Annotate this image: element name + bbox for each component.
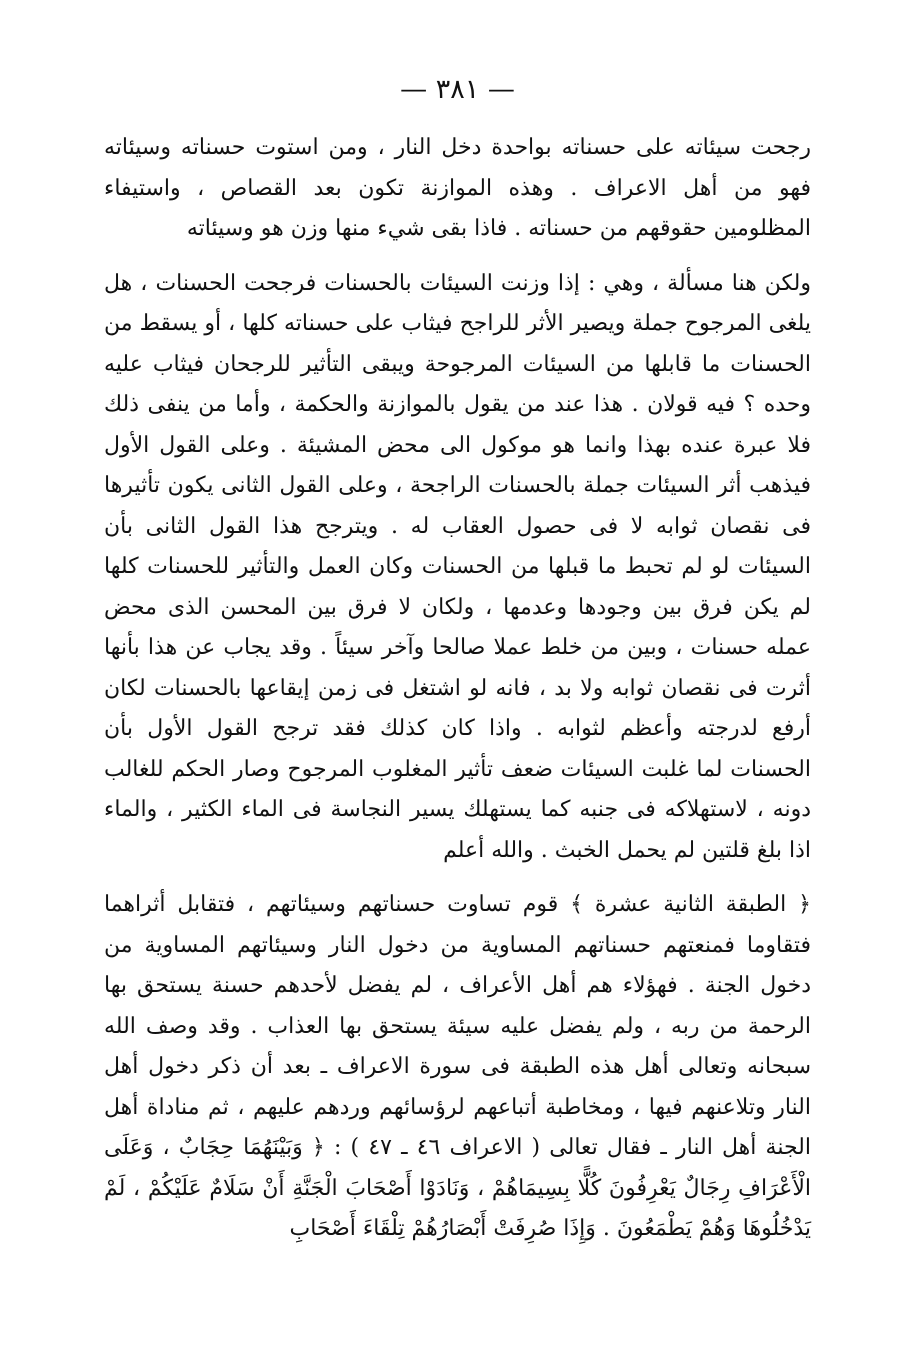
- paragraph-1: رجحت سيئاته على حسناته بواحدة دخل النار ، ومن استوت حسناته وسيئاته فهو من أهل الاعراف . وهذه الموازنة تكون بعد القصاص ، واستيفاء المظلومين حقوقهم من حسناته . فاذا بقى شيء منها وزن هو وسيئاته: [104, 135, 811, 241]
- page-number: — ٣٨١ —: [400, 74, 515, 105]
- paragraph-2: ولكن هنا مسألة ، وهي : إذا وزنت السيئات بالحسنات فرجحت الحسنات ، هل يلغى المرجوح جملة ويصير الأثر للراجح فيثاب على حسناته كلها ، أو يسقط من الحسنات ما قابلها من السيئات المرجوحة ويبقى التأثير للرجحان فيثاب عليه وحده ؟ فيه قولان . هذا عند من يقول بالموازنة والحكمة ، وأما من ينفى ذلك فلا عبرة عنده بهذا وانما هو موكول الى محض المشيئة . وعلى القول الأول فيذهب أثر السيئات جملة بالحسنات الراجحة ، وعلى القول الثانى يكون تأثيرها فى نقصان ثوابه لا فى حصول العقاب له . ويترجح هذا القول الثانى بأن السيئات لو لم تحبط ما قبلها من الحسنات وكان العمل والتأثير للحسنات كلها لم يكن فرق بين وجودها وعدمها ، ولكان لا فرق بين المحسن الذى محض عمله حسنات ، وبين من خلط عملا صالحا وآخر سيئاً . وقد يجاب عن هذا بأنها أثرت فى نقصان ثوابه ولا بد ، فانه لو اشتغل فى زمن إيقاعها بالحسنات لكان أرفع لدرجته وأعظم لثوابه . واذا كان كذلك فقد ترجح القول الأول بأن الحسنات لما غلبت السيئات ضعف تأثير المغلوب المرجوح وصار الحكم للغالب دونه ، لاستهلاكه فى جنبه كما يستهلك يسير النجاسة فى الماء الكثير ، والماء اذا بلغ قلتين لم يحمل الخبث . والله أعلم: [104, 270, 812, 863]
- paragraph-3: ﴿ الطبقة الثانية عشرة ﴾ قوم تساوت حسناتهم وسيئاتهم ، فتقابل أثراهما فتقاوما فمنعتهم حسناتهم المساوية من دخول النار وسيئاتهم المساوية من دخول الجنة . فهؤلاء هم أهل الأعراف ، لم يفضل لأحدهم حسنة يستحق بها الرحمة من ربه ، ولم يفضل عليه سيئة يستحق بها العذاب . وقد وصف الله سبحانه وتعالى أهل هذه الطبقة فى سورة الاعراف ـ بعد أن ذكر دخول أهل النار وتلاعنهم فيها ، ومخاطبة أتباعهم لرؤسائهم وردهم عليهم ، ثم مناداة أهل الجنة أهل النار ـ فقال تعالى ( الاعراف ٤٦ ـ ٤٧ ) : ﴿ وَبَيْنَهُمَا حِجَابٌ ، وَعَلَى الْأَعْرَافِ رِجَالٌ يَعْرِفُونَ كُلًّا بِسِيمَاهُمْ ، وَنَادَوْا أَصْحَابَ الْجَنَّةِ أَنْ سَلَامٌ عَلَيْكُمْ ، لَمْ يَدْخُلُوهَا وَهُمْ يَطْمَعُونَ . وَإِذَا صُرِفَتْ أَبْصَارُهُمْ تِلْقَاءَ أَصْحَابِ: [104, 892, 811, 1241]
